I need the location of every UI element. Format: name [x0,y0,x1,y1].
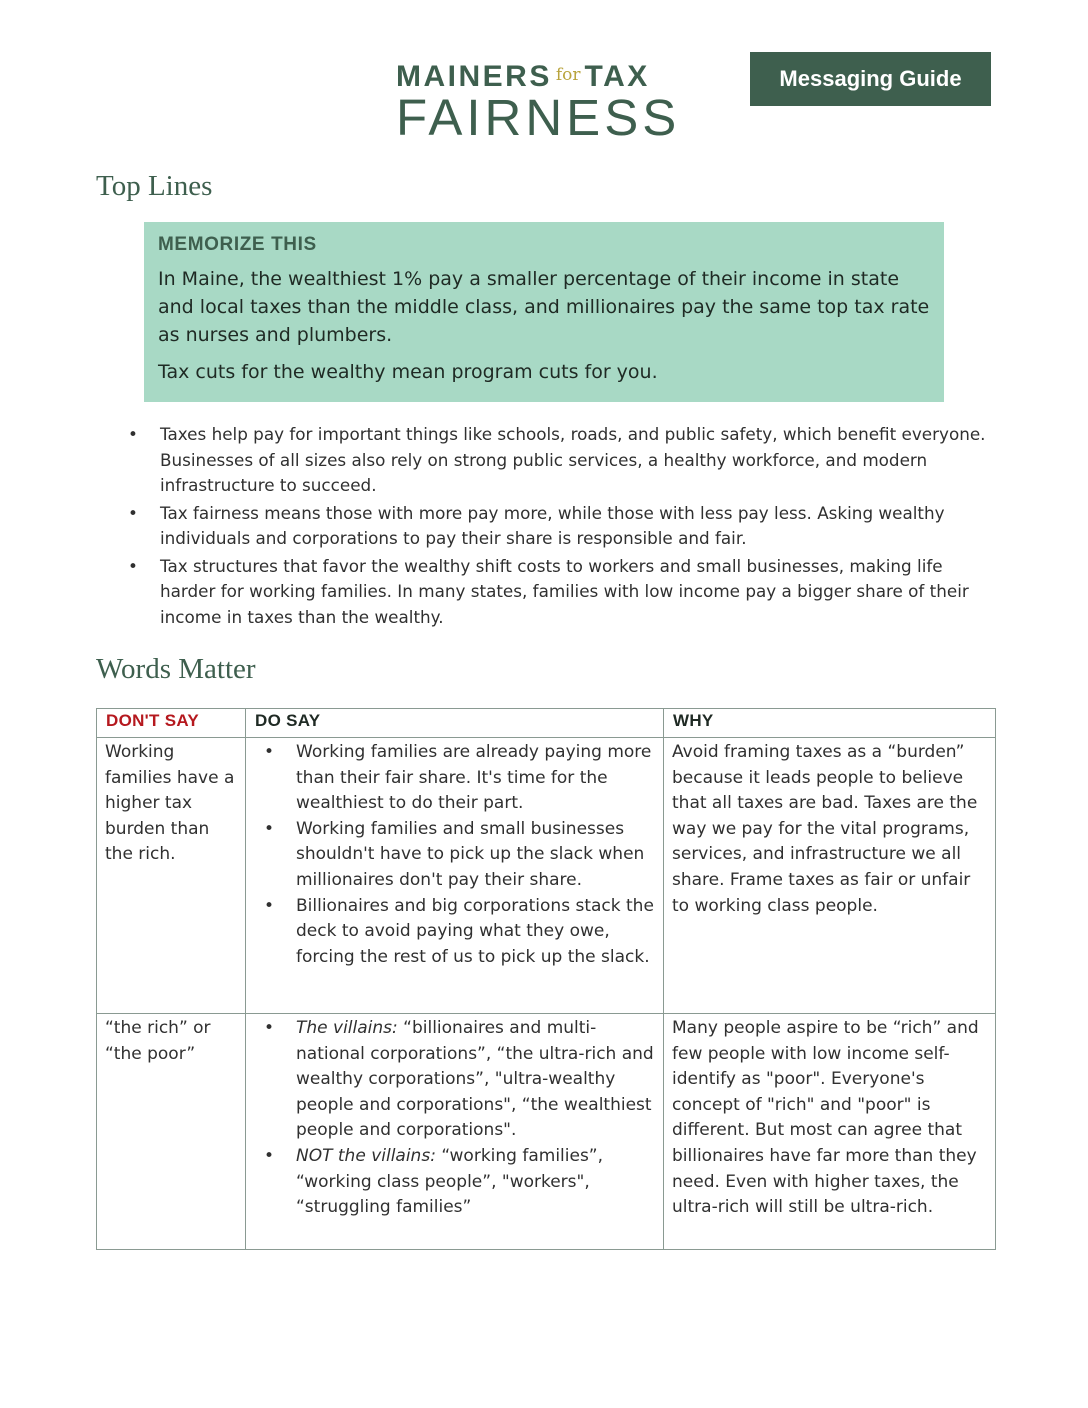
words-matter-table [96,708,996,1250]
bullet-icon: • [264,742,275,762]
bullet-icon: • [264,1145,275,1166]
memorize-box [144,222,944,402]
dont-say-cell: Working families have a higher tax burden than the rich. [97,738,246,1014]
top-lines-bullet-list [128,422,988,632]
dont-say-cell: “the rich” or “the poor” [97,1014,246,1250]
column-header-why: WHY [664,709,996,738]
do-say-cell [246,1014,664,1250]
do-say-cell [246,738,664,1014]
not-villains-label: NOT the villains: [296,1145,436,1166]
table-header-row [97,709,996,738]
bullet-icon: • [128,555,138,576]
villains-label: The villains: [296,1018,398,1038]
column-header-dont-say: DON'T SAY [97,709,246,738]
why-cell: Avoid framing taxes as a “burden” because it leads people to believe that all taxes are bad. Taxes are the way we pay for the vital programs, services, and infrastructure we all share. Frame taxes as fair or unfair to working class people. [664,738,996,1014]
list-item: • Billionaires and big corporations stack the deck to avoid paying what they owe, forcing the rest of us to pick up the slack. [264,895,654,967]
list-item: • Working families and small businesses shouldn't have to pick up the slack when millionaires don't pay their share. [264,818,645,890]
bullet-icon: • [264,1018,275,1038]
list-item: • Working families are already paying more than their fair share. It's time for the wealthiest to do their part. [264,742,652,814]
table-row [97,1014,996,1250]
bullet-icon: • [264,818,275,839]
messaging-guide-badge: Messaging Guide [750,52,991,106]
section-title-top-lines: Top Lines [96,170,213,202]
bullet-icon: • [128,502,138,523]
logo-text-for: for [555,65,581,85]
list-item: • Tax fairness means those with more pay more, while those with less pay less. Asking wealthy individuals and corporations to pay their share is responsible and fair. [128,502,945,548]
list-item: • Tax structures that favor the wealthy shift costs to workers and small businesses, making life harder for working families. In many states, families with low income pay a bigger share of their income in taxes than the wealthy. [128,555,969,627]
bullet-icon: • [128,424,138,444]
table-row [97,738,996,1014]
why-cell: Many people aspire to be “rich” and few people with low income self-identify as "poor". Everyone's concept of "rich" and "poor" is different. But most can agree that billionaires have far more than they need. Even with higher taxes, the ultra-rich will still be ultra-rich. [664,1014,996,1250]
section-title-words-matter: Words Matter [96,653,256,685]
logo-text-tax: TAX [584,60,650,93]
list-item: • The villains: “billionaires and multi-national corporations”, “the ultra-rich and wealthy corporations”, "ultra-wealthy people and corporations", “the wealthiest people and corporations". [264,1018,654,1141]
bullet-icon: • [264,895,275,916]
column-header-do-say: DO SAY [246,709,664,738]
organization-logo [396,60,698,146]
memorize-paragraph-2: Tax cuts for the wealthy mean program cuts for you. [158,361,658,383]
memorize-heading: MEMORIZE THIS [158,234,317,255]
logo-text-mainers: MAINERS [396,60,552,93]
list-item: • Taxes help pay for important things like schools, roads, and public safety, which benefit everyone. Businesses of all sizes also rely on strong public services, a healthy workforce, and modern infrastructure to succeed. [128,424,986,495]
logo-text-fairness: FAIRNESS [396,89,681,146]
list-item: • NOT the villains: “working families”, “working class people”, "workers", “struggling families” [264,1145,604,1218]
memorize-paragraph-1: In Maine, the wealthiest 1% pay a smaller percentage of their income in state and local taxes than the middle class, and millionaires pay the same top tax rate as nurses and plumbers. [158,268,930,346]
